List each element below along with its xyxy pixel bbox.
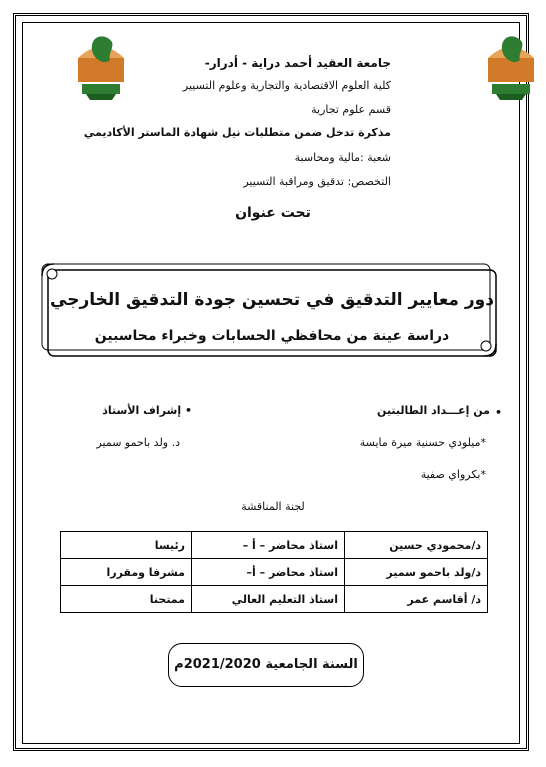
table-row xyxy=(61,532,488,559)
university-logo-right xyxy=(482,28,540,108)
member-role: مشرفا ومقررا xyxy=(61,559,192,586)
student-name-1: *ميلودي حسنية ميرة مايسة xyxy=(359,436,486,449)
department-name: قسم علوم تجارية xyxy=(311,103,391,116)
thesis-subtitle: دراسة عينة من محافظي الحسابات وخبراء محاسبين xyxy=(94,328,450,344)
students-heading: من إعـــداد الطالبتين xyxy=(377,404,490,417)
student-name-2: *بكرواي صفية xyxy=(420,468,486,481)
branch: شعبة :مالية ومحاسبة xyxy=(294,151,391,164)
supervisor-name: د. ولد باحمو سمير xyxy=(96,436,180,449)
member-rank: استاذ التعليم العالي xyxy=(192,586,345,613)
member-role: رئيسا xyxy=(61,532,192,559)
under-title-label: تحت عنوان xyxy=(235,205,311,221)
member-rank: استاذ محاضر – أ – xyxy=(192,532,345,559)
table-row xyxy=(61,586,488,613)
supervisor-heading: • إشراف الأستاذ xyxy=(102,404,192,417)
specialty: التخصص: تدقيق ومراقبة التسيير xyxy=(243,175,391,188)
university-logo-left xyxy=(72,28,130,108)
member-role: ممتحنا xyxy=(61,586,192,613)
table-row xyxy=(61,559,488,586)
committee-table xyxy=(60,531,488,613)
academic-year-box: السنة الجامعية 2021/2020م xyxy=(168,643,364,687)
university-name: جامعة العقيد أحمد دراية - أدرار- xyxy=(204,56,391,70)
committee-heading: لجنة المناقشة xyxy=(241,500,305,513)
faculty-name: كلية العلوم الاقتصادية والتجارية وعلوم التسيير xyxy=(182,79,391,92)
member-name: د/ أقاسم عمر xyxy=(345,586,488,613)
thesis-title: دور معايير التدقيق في تحسين جودة التدقيق الخارجي xyxy=(50,290,494,310)
member-rank: استاذ محاضر – أ– xyxy=(192,559,345,586)
member-name: د/محمودي حسين xyxy=(345,532,488,559)
thesis-title-box xyxy=(40,262,504,364)
memo-statement: مذكرة تدخل ضمن متطلبات نيل شهادة الماستر الأكاديمي xyxy=(83,126,391,139)
member-name: د/ولد باحمو سمير xyxy=(345,559,488,586)
bullet-icon: • xyxy=(494,406,502,419)
